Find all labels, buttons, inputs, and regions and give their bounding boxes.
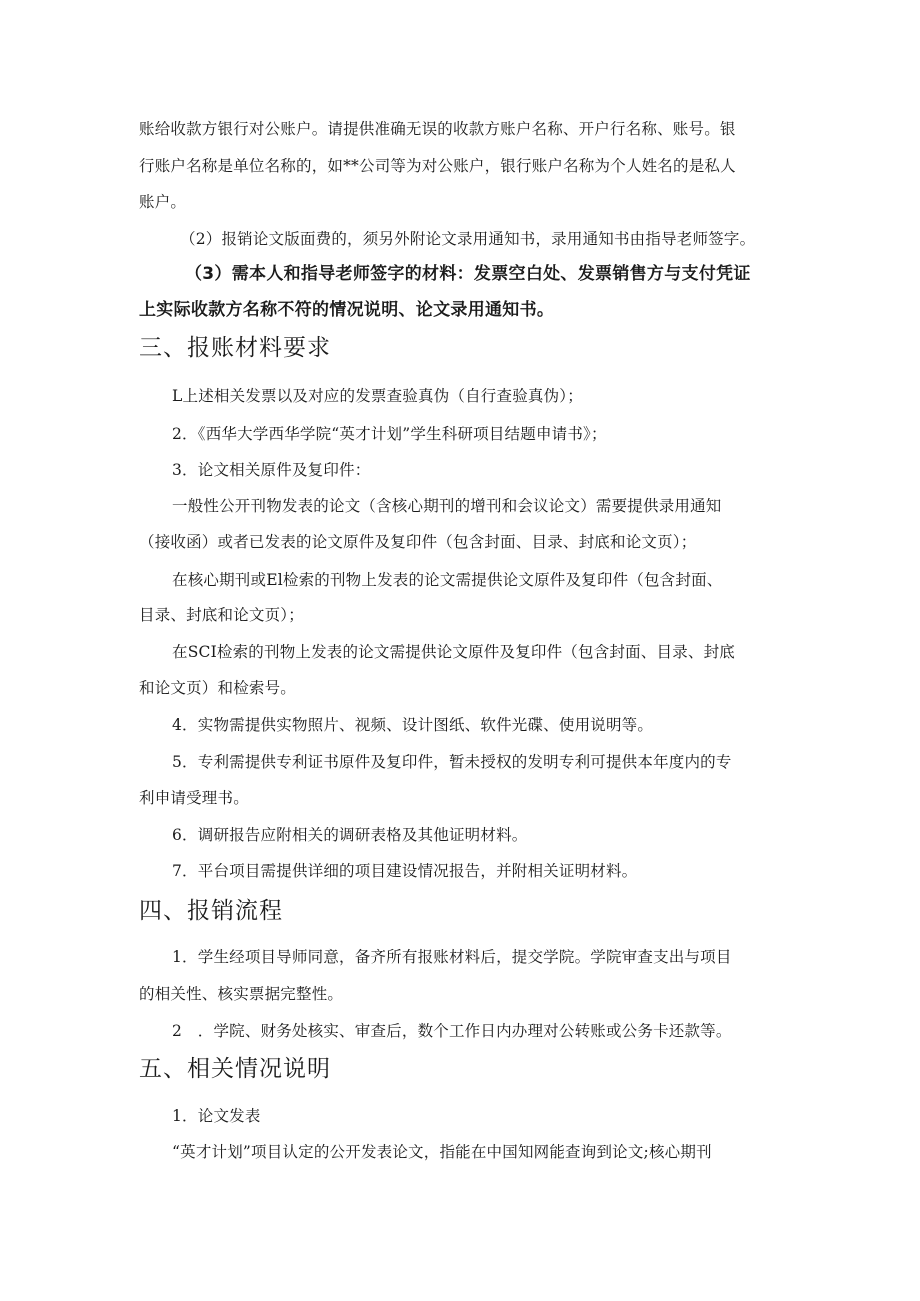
list-item: 5．专利需提供专利证书原件及复印件，暂未授权的发明专利可提供本年度内的专: [172, 753, 732, 771]
paragraph-line: 的相关性、核实票据完整性。: [139, 985, 344, 1003]
list-item: 4．实物需提供实物照片、视频、设计图纸、软件光碟、使用说明等。: [172, 716, 654, 734]
paragraph-line: 在SCI检索的刊物上发表的论文需提供论文原件及复印件（包含封面、目录、封底: [172, 643, 736, 661]
list-item: 7．平台项目需提供详细的项目建设情况报告，并附相关证明材料。: [172, 862, 638, 880]
bold-paragraph-line: （3）需本人和指导老师签字的材料：发票空白处、发票销售方与支付凭证: [185, 264, 751, 284]
section-heading: 五、相关情况说明: [139, 1056, 331, 1082]
paragraph-line: 一般性公开刊物发表的论文（含核心期刊的增刊和会议论文）需要提供录用通知: [172, 497, 722, 515]
section-heading: 三、报账材料要求: [139, 335, 331, 361]
paragraph-line: 利申请受理书。: [139, 789, 249, 807]
paragraph-line: 账给收款方银行对公账户。请提供准确无误的收款方账户名称、开户行名称、账号。银: [139, 120, 736, 138]
list-item: L上述相关发票以及对应的发票查验真伪（自行查验真伪）；: [172, 387, 583, 405]
list-item: 2．《西华大学西华学院“英才计划”学生科研项目结题申请书》；: [172, 425, 607, 443]
paragraph-line: 账户。: [139, 193, 187, 211]
section-heading: 四、报销流程: [139, 898, 283, 924]
paragraph-line: 在核心期刊或El检索的刊物上发表的论文需提供论文原件及复印件（包含封面、: [172, 571, 723, 589]
paragraph-line: （接收函）或者已发表的论文原件及复印件（包含封面、目录、封底和论文页）；: [139, 533, 697, 551]
list-item: 1．论文发表: [172, 1107, 261, 1125]
paragraph-line: “英才计划”项目认定的公开发表论文，指能在中国知网能查询到论文;核心期刊: [172, 1143, 712, 1161]
paragraph-line: 行账户名称是单位名称的，如**公司等为对公账户，银行账户名称为个人姓名的是私人: [139, 157, 736, 175]
paragraph-line: （2）报销论文版面费的，须另外附论文录用通知书，录用通知书由指导老师签字。: [180, 230, 756, 248]
list-item: 6．调研报告应附相关的调研表格及其他证明材料。: [172, 826, 528, 844]
list-item: 2 ．学院、财务处核实、审查后，数个工作日内办理对公转账或公务卡还款等。: [172, 1022, 732, 1040]
bold-paragraph-line: 上实际收款方名称不符的情况说明、论文录用通知书。: [139, 300, 555, 320]
paragraph-line: 目录、封底和论文页）；: [139, 606, 304, 624]
list-item: 3．论文相关原件及复印件：: [172, 461, 371, 479]
paragraph-line: 和论文页）和检索号。: [139, 679, 297, 697]
list-item: 1．学生经项目导师同意，备齐所有报账材料后，提交学院。学院审查支出与项目: [172, 948, 732, 966]
